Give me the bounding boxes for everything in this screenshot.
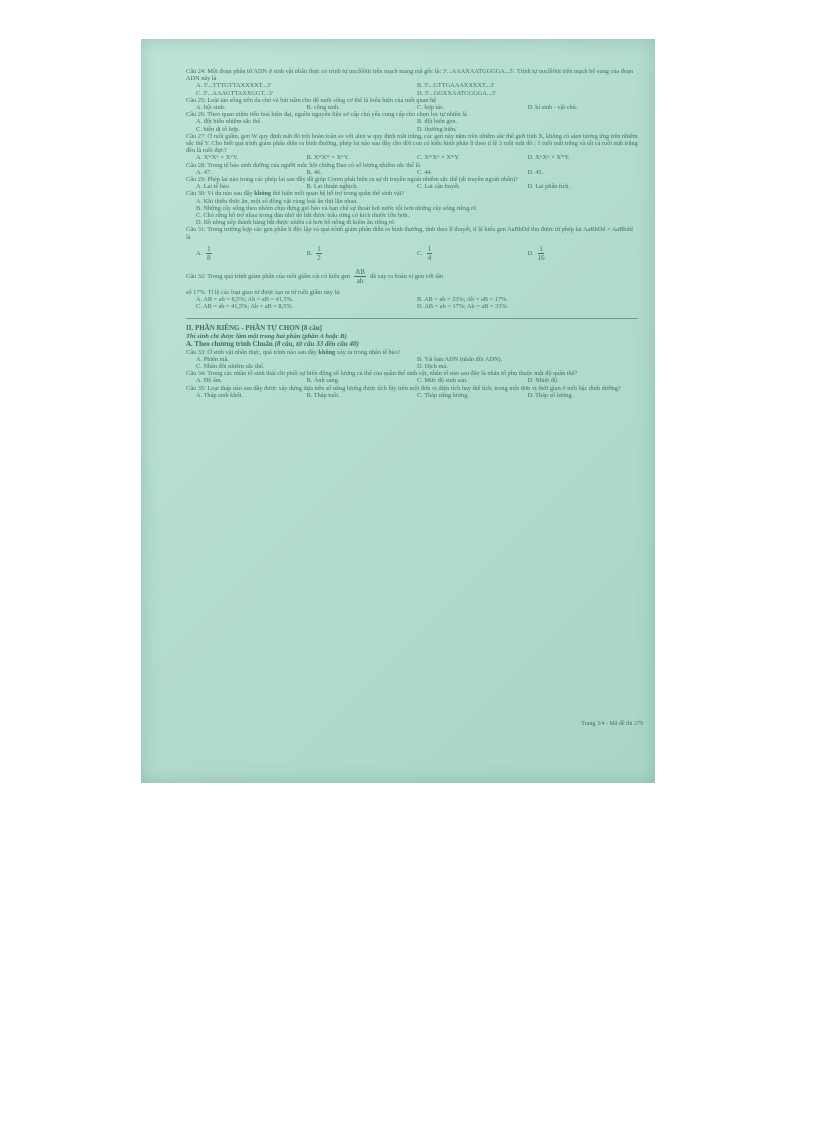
- option: A. 47.: [196, 168, 212, 176]
- question-29-stem: Câu 29: Phép lai nào trong các phép lai sau đây đã giúp Coren phát hiện ra sự di truyền ngoài nhiễm sắc thể (di truyền ngoài nhân)?: [186, 176, 518, 184]
- numerator: 1: [207, 244, 211, 253]
- option: D. 5'...GGXXAATGGGGA...3': [417, 89, 496, 97]
- stem-text: xảy ra trong nhân tế bào?: [336, 348, 401, 356]
- option: D. thường biến.: [417, 125, 457, 133]
- option: C. Lai cận huyết.: [417, 183, 461, 191]
- denominator: 8: [207, 253, 211, 262]
- section-instruction: Thí sinh chỉ được làm một trong hai phần (phần A hoặc B): [186, 332, 347, 340]
- stem-emphasis: không: [318, 348, 336, 356]
- denominator: ab: [356, 276, 364, 285]
- option: [528, 245, 639, 262]
- option: D. Lai phân tích.: [527, 183, 570, 191]
- stem-text: thể hiện mối quan hệ hỗ trợ trong quần thể sinh vật?: [272, 190, 405, 198]
- question-31-stem: Câu 31: Trong trường hợp các gen phân li độc lập và quá trình giảm phân diễn ra bình thường, tính theo lí thuyết, tỉ lệ kiểu gen AaBbDd thu được từ phép lai AaBbDd × AaBbdd là: [186, 226, 633, 241]
- option-label: C.: [417, 249, 423, 257]
- option: D. AB = ab = 17%; Ab = aB = 33%.: [417, 303, 509, 311]
- option: D. kí sinh - vật chủ.: [527, 104, 578, 112]
- option: D. Tháp số lượng.: [527, 391, 574, 399]
- fraction: [427, 245, 433, 262]
- option: D. Bồ nông xếp thành hàng bắt được nhiều cá hơn bồ nông đi kiếm ăn riêng rẽ.: [196, 219, 396, 227]
- question-25-options: [186, 104, 638, 111]
- option: B. Những cây sống theo nhóm chịu đựng gió bão và hạn chế sự thoát hơi nước tốt hơn những cây sống riêng rẽ.: [196, 204, 478, 212]
- program-heading: [186, 340, 638, 348]
- question-32-options: [186, 296, 638, 310]
- question-35-stem: Câu 35: Loại tháp nào sau đây được xây dựng dựa trên số năng lượng được tích lũy trên một đơn vị diện tích hay thể tích, trong một đơn vị thời gian ở mỗi bậc dinh dưỡng?: [186, 384, 621, 392]
- numerator: 1: [317, 244, 321, 253]
- option-label: A.: [196, 249, 203, 257]
- program-name: A. Theo chương trình Chuẩn: [186, 340, 273, 349]
- option: A. AB = ab = 8,5%; Ab = aB = 41,5%.: [196, 296, 294, 304]
- question-28-options: [186, 169, 638, 176]
- option: C. AB = ab = 41,5%; Ab = aB = 8,5%.: [196, 303, 294, 311]
- option: A. đột biến nhiễm sắc thể.: [196, 118, 262, 126]
- program-range: (8 câu, từ câu 33 đến câu 40): [274, 340, 359, 349]
- option: A. Độ ẩm.: [196, 377, 223, 385]
- option: B. 46.: [306, 168, 322, 176]
- question-32-stem: [186, 268, 638, 285]
- option: B. Lai thuận nghịch.: [306, 183, 359, 191]
- question-27-stem: Câu 27: Ở ruồi giấm, gen W quy định mắt đỏ trội hoàn toàn so với alen w quy định mắt trắng, các gen này nằm trên nhiễm sắc thể giới tính X, không có alen tương ứng trên nhiễm sắc thể Y. Cho biết quá trình giảm phân diễn ra bình thường, phép lai nào sau đây cho đời con có kiểu hình phân li theo tỉ lệ 3 ruồi mắt đỏ : 1 ruồi mắt trắng và tất cả ruồi mắt trắng đều là ruồi đực?: [186, 132, 638, 155]
- option: A. Phiên mã.: [196, 355, 229, 363]
- question-30-options: [186, 198, 638, 227]
- option: C. Nhân đôi nhiễm sắc thể.: [196, 362, 265, 370]
- question-33-options: [186, 356, 638, 370]
- question-24-options: [186, 82, 638, 96]
- question-33-stem: [186, 349, 638, 356]
- option: D. Nhiệt độ.: [527, 377, 559, 385]
- exam-sheet: [186, 68, 638, 399]
- page-footer: Trang 3/4 - Mã đề thi 279: [581, 721, 643, 727]
- option: B. đột biến gen.: [417, 118, 458, 126]
- question-27-options: [186, 154, 638, 161]
- fraction: [538, 245, 545, 262]
- exam-page-photo: [141, 39, 655, 783]
- option: C. Chó rừng hỗ trợ nhau trong đàn nhờ đó bắt được trâu rừng có kích thước lớn hơn.: [196, 212, 410, 220]
- option: C. hợp tác.: [417, 104, 445, 112]
- option: C. Tháp năng lượng.: [417, 391, 469, 399]
- denominator: 4: [427, 253, 432, 262]
- option: C. XᵂXʷ × XᵂY.: [417, 154, 460, 162]
- stem-text: Câu 30: Ví dụ nào sau đây: [186, 190, 253, 198]
- question-34-stem: Câu 34: Trong các nhân tố sinh thái chi phối sự biến động số lượng cá thể của quần thể sinh vật, nhân tố nào sau đây là nhân tố phụ thuộc mật độ quần thể?: [186, 370, 578, 378]
- fraction: [206, 245, 212, 262]
- section-divider: [186, 318, 638, 319]
- numerator: AB: [355, 267, 365, 276]
- option: D. 45.: [527, 168, 544, 176]
- numerator: 1: [539, 244, 543, 253]
- option: A. Lai tế bào.: [196, 183, 231, 191]
- option: A. Khi thiếu thức ăn, một số động vật cùng loài ăn thịt lẫn nhau.: [196, 197, 359, 205]
- option: A. Tháp sinh khối.: [196, 391, 243, 399]
- question-29-options: [186, 183, 638, 190]
- option: B. Tái bản ADN (nhân đôi ADN).: [417, 355, 503, 363]
- question-28-stem: Câu 28: Trong tế bào sinh dưỡng của người mắc hội chứng Đao có số lượng nhiễm sắc thể là: [186, 161, 421, 169]
- question-26-stem: Câu 26: Theo quan niệm tiến hoá hiện đại, nguồn nguyên liệu sơ cấp chủ yếu cung cấp cho chọn lọc tự nhiên là: [186, 111, 467, 119]
- option: B. AB = ab = 33%; Ab = aB = 17%.: [417, 296, 508, 304]
- question-34-options: [186, 377, 638, 384]
- stem-text: Câu 33: Ở sinh vật nhân thực, quá trình nào sau đây: [186, 348, 317, 356]
- question-25-stem: Câu 25: Loài tảo sống trên da chó và bút nấm cho để nuôi sống cơ thể là biểu hiện của mối quan hệ: [186, 96, 437, 104]
- section-title: II. PHẦN RIÊNG - PHẦN TỰ CHỌN [8 câu]: [186, 324, 322, 333]
- option: B. Tháp tuổi.: [306, 391, 340, 399]
- option: [196, 245, 307, 262]
- question-24-stem: Câu 24: Một đoạn phân tử ADN ở sinh vật nhân thực có trình tự nuclêôtit trên mạch mang mã gốc là: 3'...AAAXAATGGGGA...5'. Trình tự nuclêôtit trên mạch bổ sung của đoạn ADN này là: [186, 68, 634, 83]
- stem-text: đã xảy ra hoán vị gen với tần: [369, 272, 444, 280]
- option-label: D.: [527, 249, 534, 257]
- denominator: 2: [317, 253, 321, 262]
- option: B. cộng sinh.: [306, 104, 340, 112]
- question-31-options: [186, 245, 638, 262]
- option: C. biến dị tổ hợp.: [196, 125, 240, 133]
- denominator: 16: [537, 253, 545, 262]
- question-30-stem: [186, 190, 638, 197]
- fraction: [316, 245, 322, 262]
- option: B. 5'...GTTGAAAXXXXT...3': [417, 82, 495, 90]
- option: C. 5'...AAAGTTAXXGGT...3': [196, 89, 273, 97]
- option: A. hội sinh.: [196, 104, 226, 112]
- question-32-stem-line2: số 17%. Tỉ lệ các loại giao tử được tạo ra từ ruồi giấm này là:: [186, 288, 341, 296]
- option: C. Mức độ sinh sản.: [417, 377, 468, 385]
- question-35-options: [186, 392, 638, 399]
- stem-emphasis: không: [254, 190, 272, 198]
- genotype-fraction: [354, 268, 366, 285]
- option: A. XᵂXʷ × XʷY.: [196, 154, 239, 162]
- option: A. 5'...TTTGTTAXXXXT...3': [196, 82, 272, 90]
- question-26-options: [186, 118, 638, 132]
- stem-text: Câu 32: Trong quá trình giảm phân của ruồi giấm cái có kiểu gen: [186, 272, 351, 280]
- option: C. 44.: [417, 168, 433, 176]
- option-label: B.: [306, 249, 313, 257]
- option: B. Ánh sáng.: [306, 377, 340, 385]
- option: [307, 245, 418, 262]
- option: D. XʷXʷ × XᵂY.: [527, 154, 570, 162]
- numerator: 1: [427, 244, 432, 253]
- option: B. XᵂXᵂ × XʷY.: [306, 154, 350, 162]
- option: [417, 245, 528, 262]
- option: D. Dịch mã.: [417, 362, 448, 370]
